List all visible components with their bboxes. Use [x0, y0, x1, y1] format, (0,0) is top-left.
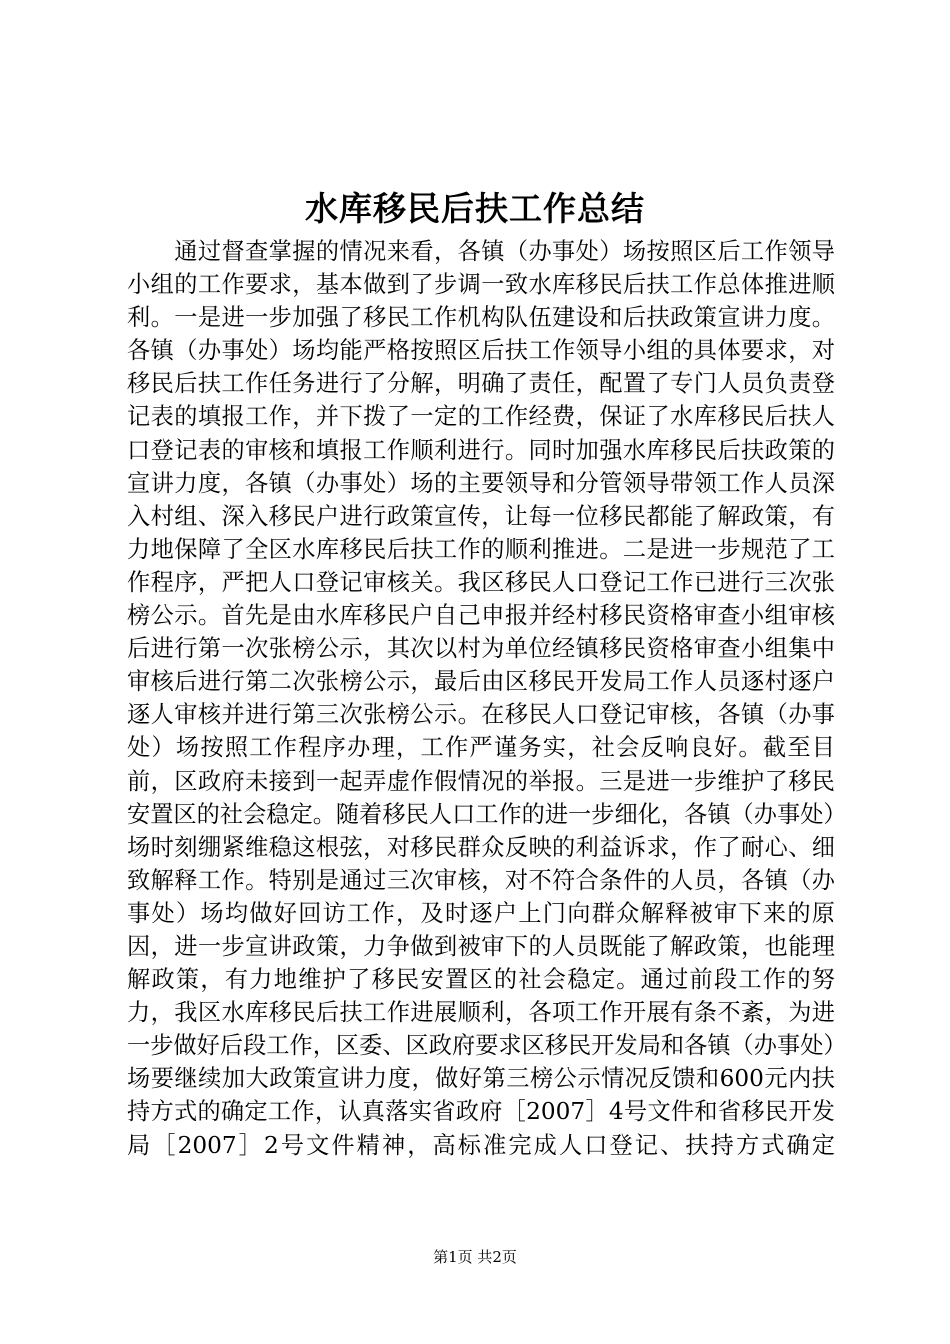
body-paragraph: 通过督查掌握的情况来看，各镇（办事处）场按照区后工作领导小组的工作要求，基本做到了步调一致水库移民后扶工作总体推进顺利。一是进一步加强了移民工作机构队伍建设和后扶政策宣讲力度。各镇（办事处）场均能严格按照区后扶工作领导小组的具体要求，对移民后扶工作任务进行了分解，明确了责任，配置了专门人员负责登记表的填报工作，并下拨了一定的工作经费，保证了水库移民后扶人口登记表的审核和填报工作顺利进行。同时加强水库移民后扶政策的宣讲力度，各镇（办事处）场的主要领导和分管领导带领工作人员深入村组、深入移民户进行政策宣传，让每一位移民都能了解政策，有力地保障了全区水库移民后扶工作的顺利推进。二是进一步规范了工作程序，严把人口登记审核关。我区移民人口登记工作已进行三次张榜公示。首先是由水库移民户自己申报并经村移民资格审查小组审核后进行第一次张榜公示，其次以村为单位经镇移民资格审查小组集中审核后进行第二次张榜公示，最后由区移民开发局工作人员逐村逐户逐人审核并进行第三次张榜公示。在移民人口登记审核，各镇（办事处）场按照工作程序办理，工作严谨务实，社会反响良好。截至目前，区政府未接到一起弄虚作假情况的举报。三是进一步维护了移民安置区的社会稳定。随着移民人口工作的进一步细化，各镇（办事处）场时刻绷紧维稳这根弦，对移民群众反映的利益诉求，作了耐心、细致解释工作。特别是通过三次审核，对不符合条件的人员，各镇（办事处）场均做好回访工作，及时逐户上门向群众解释被审下来的原因，进一步宣讲政策，力争做到被审下的人员既能了解政策，也能理解政策，有力地维护了移民安置区的社会稳定。通过前段工作的努力，我区水库移民后扶工作进展顺利，各项工作开展有条不紊，为进一步做好后段工作，区委、区政府要求区移民开发局和各镇（办事处）场要继续加大政策宣讲力度，做好第三榜公示情况反馈和600元内扶持方式的确定工作，认真落实省政府［2007］4号文件和省移民开发局［2007］2号文件精神，高标准完成人口登记、扶持方式确定 — [127, 238, 835, 1159]
page-number: 第1页 共2页 — [433, 1248, 517, 1266]
document-title: 水库移民后扶工作总结 — [305, 189, 645, 228]
